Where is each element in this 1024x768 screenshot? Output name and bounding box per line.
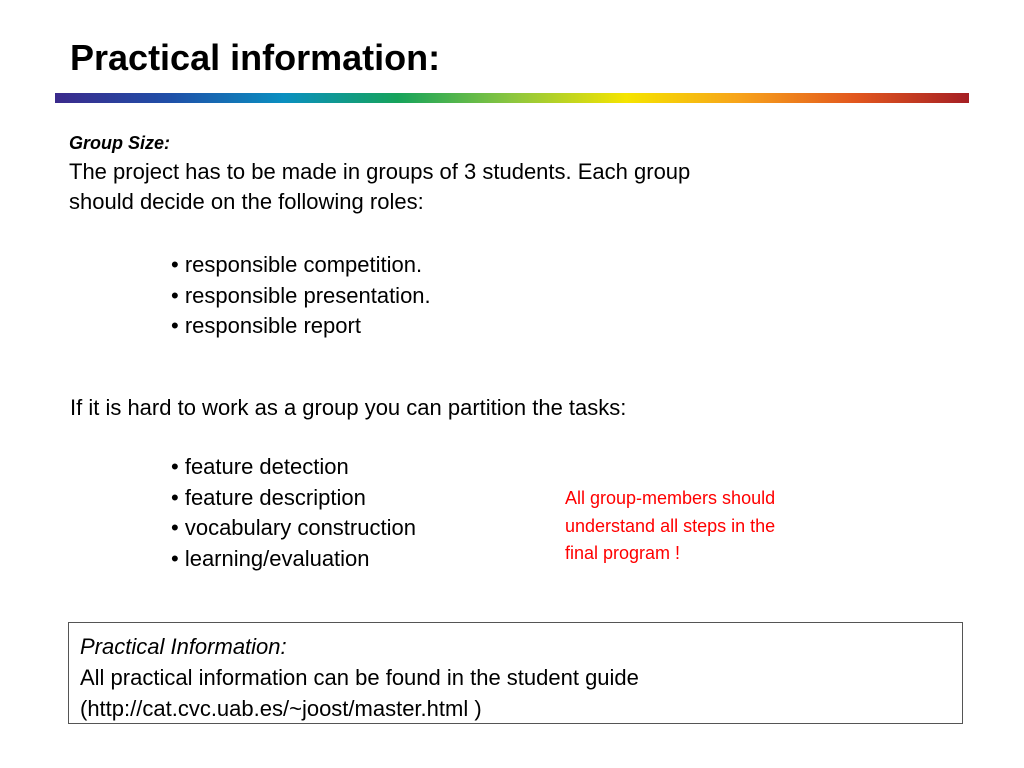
- group-size-text-line: should decide on the following roles:: [69, 189, 424, 214]
- task-item: • learning/evaluation: [171, 544, 416, 575]
- info-box-text: All practical information can be found in the student guide: [80, 665, 639, 690]
- info-box-title: Practical Information:: [80, 634, 287, 659]
- note-line: final program !: [565, 543, 681, 563]
- role-item: • responsible report: [171, 311, 431, 342]
- task-item: • feature detection: [171, 452, 416, 483]
- task-item: • feature description: [171, 483, 416, 514]
- note-line: All group-members should: [565, 488, 776, 508]
- partition-text: If it is hard to work as a group you can partition the tasks:: [70, 395, 627, 420]
- role-item: • responsible competition.: [171, 250, 431, 281]
- task-item: • vocabulary construction: [171, 513, 416, 544]
- student-guide-link[interactable]: (http://cat.cvc.uab.es/~joost/master.html ): [80, 696, 482, 721]
- rainbow-divider: [55, 93, 969, 103]
- group-size-text-line: The project has to be made in groups of 3 students. Each group: [69, 159, 691, 184]
- role-item: • responsible presentation.: [171, 281, 431, 312]
- practical-info-box: [68, 622, 963, 724]
- group-size-heading: Group Size:: [69, 133, 171, 153]
- tasks-list: [171, 452, 416, 574]
- group-members-note: [565, 485, 845, 568]
- roles-list: [171, 250, 431, 342]
- slide-title: Practical information:: [70, 37, 441, 78]
- note-line: understand all steps in the: [565, 515, 776, 536]
- group-size-text: [69, 157, 829, 217]
